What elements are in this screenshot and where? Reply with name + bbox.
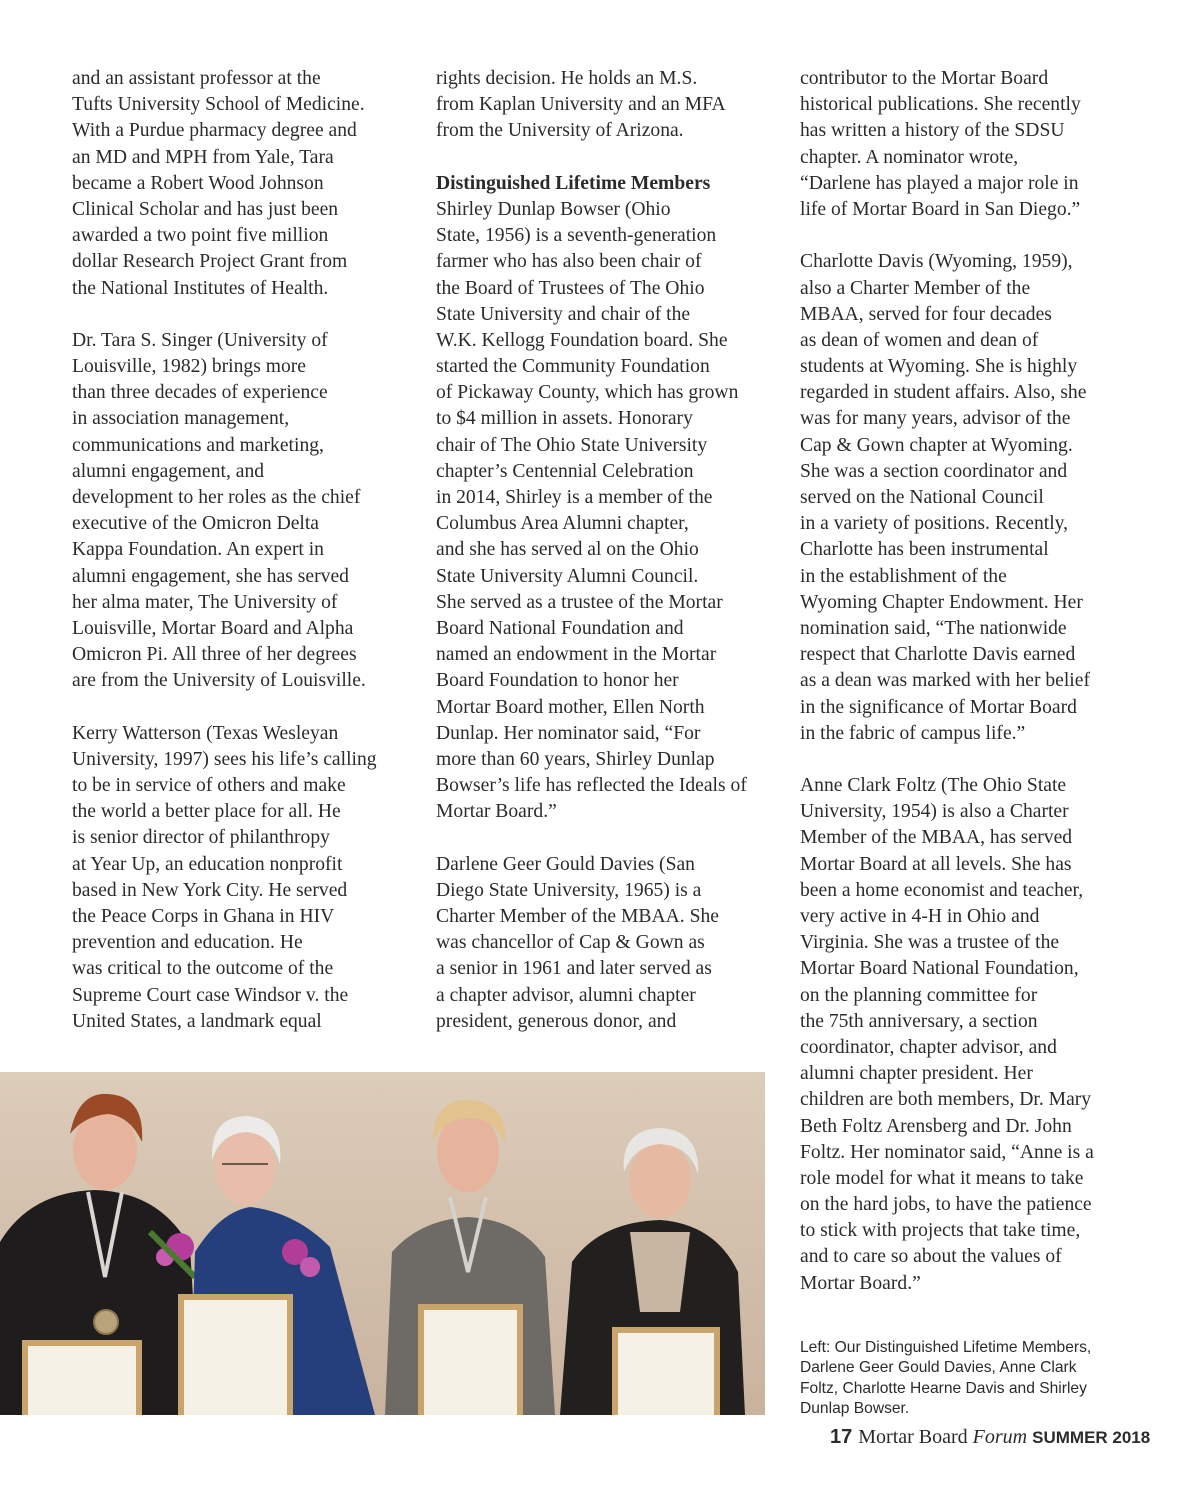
paragraph-gap <box>436 825 781 851</box>
text-line: a chapter advisor, alumni chapter <box>436 984 696 1006</box>
publication-name: Mortar Board <box>858 1426 968 1448</box>
text-line: children are both members, Dr. Mary <box>800 1089 1092 1111</box>
text-line: farmer who has also been chair of <box>436 251 702 273</box>
text-line: chapter’s Centennial Celebration <box>436 460 694 482</box>
text-line: Tufts University School of Medicine. <box>72 94 365 116</box>
text-line: was for many years, advisor of the <box>800 408 1071 430</box>
text-line: in a variety of positions. Recently, <box>800 513 1069 535</box>
text-line: State University and chair of the <box>436 303 691 325</box>
text-line: are from the University of Louisville. <box>72 670 366 692</box>
text-line: alumni chapter president. Her <box>800 1063 1033 1085</box>
text-line: Omicron Pi. All three of her degrees <box>72 644 357 666</box>
text-line: alumni engagement, she has served <box>72 565 349 587</box>
text-line: her alma mater, The University of <box>72 591 338 613</box>
text-line: Beth Foltz Arensberg and Dr. John <box>800 1115 1072 1137</box>
text-line: rights decision. He holds an M.S. <box>436 68 698 89</box>
certificate-2 <box>178 1294 293 1415</box>
text-line: Anne Clark Foltz (The Ohio State <box>800 775 1067 797</box>
text-line: the 75th anniversary, a section <box>800 1010 1038 1032</box>
text-line: With a Purdue pharmacy degree and <box>72 120 357 142</box>
column-2-body-text <box>436 197 781 1035</box>
text-line: named an endowment in the Mortar <box>436 644 717 666</box>
text-line: development to her roles as the chief <box>72 487 361 508</box>
text-line: Virginia. She was a trustee of the <box>800 932 1060 954</box>
publication-name-italic: Forum <box>972 1426 1028 1448</box>
text-line: Mortar Board.” <box>436 801 557 823</box>
text-line: and an assistant professor at the <box>72 68 321 89</box>
text-line: of Pickaway County, which has grown <box>436 382 739 404</box>
text-line: on the hard jobs, to have the patience <box>800 1194 1092 1216</box>
certificate-4 <box>612 1327 720 1415</box>
caption-line: Dunlap Bowser. <box>800 1399 910 1417</box>
text-line: to stick with projects that take time, <box>800 1220 1081 1242</box>
text-line: Charlotte has been instrumental <box>800 539 1049 561</box>
text-line: State University Alumni Council. <box>436 565 699 587</box>
text-line: president, generous donor, and <box>436 1010 677 1032</box>
text-line: in 2014, Shirley is a member of the <box>436 487 713 508</box>
text-line: She was a section coordinator and <box>800 460 1068 482</box>
text-line: chair of The Ohio State University <box>436 434 708 456</box>
photo-caption <box>800 1338 1145 1419</box>
text-line: University, 1997) sees his life’s calling <box>72 748 377 770</box>
text-line: regarded in student affairs. Also, she <box>800 382 1087 404</box>
text-line: She served as a trustee of the Mortar <box>436 591 723 613</box>
text-line: Charlotte Davis (Wyoming, 1959), <box>800 251 1073 273</box>
paragraph-gap <box>800 747 1145 773</box>
caption-line: Darlene Geer Gould Davies, Anne Clark <box>800 1359 1077 1377</box>
text-line: Foltz. Her nominator said, “Anne is a <box>800 1141 1094 1163</box>
text-line: was chancellor of Cap & Gown as <box>436 932 705 954</box>
text-line: Kerry Watterson (Texas Wesleyan <box>72 722 339 744</box>
text-line: awarded a two point five million <box>72 225 329 247</box>
issue-label: SUMMER 2018 <box>1032 1428 1151 1447</box>
caption-line: Left: Our Distinguished Lifetime Members, <box>800 1339 1092 1356</box>
paragraph-gap <box>72 302 417 328</box>
text-line: as dean of women and dean of <box>800 329 1039 351</box>
text-line: Member of the MBAA, has served <box>800 827 1073 849</box>
text-line: the Board of Trustees of The Ohio <box>436 277 705 299</box>
text-line: Columbus Area Alumni chapter, <box>436 513 689 535</box>
paragraph-gap <box>800 223 1145 249</box>
text-line: students at Wyoming. She is highly <box>800 356 1078 378</box>
text-line: as a dean was marked with her belief <box>800 670 1090 692</box>
text-line: very active in 4-H in Ohio and <box>800 906 1040 927</box>
caption-line: Foltz, Charlotte Hearne Davis and Shirley <box>800 1379 1087 1397</box>
text-line: was critical to the outcome of the <box>72 958 334 980</box>
text-line: Clinical Scholar and has just been <box>72 198 339 220</box>
certificate-3 <box>418 1304 523 1415</box>
page-number: 17 <box>830 1426 853 1448</box>
text-line: State, 1956) is a seventh-generation <box>436 225 717 247</box>
text-line: Darlene Geer Gould Davies (San <box>436 853 695 875</box>
text-line: Louisville, Mortar Board and Alpha <box>72 617 354 639</box>
text-line: the National Institutes of Health. <box>72 277 329 299</box>
text-line: been a home economist and teacher, <box>800 879 1084 901</box>
text-line: has written a history of the SDSU <box>800 120 1065 142</box>
text-line: “Darlene has played a major role in <box>800 172 1079 194</box>
text-line: Diego State University, 1965) is a <box>436 879 702 901</box>
text-line: role model for what it means to take <box>800 1167 1084 1189</box>
text-line: in the fabric of campus life.” <box>800 722 1026 744</box>
column-3 <box>800 66 1145 1297</box>
text-line: Dunlap. Her nominator said, “For <box>436 722 701 744</box>
text-line: based in New York City. He served <box>72 879 348 901</box>
text-line: in the establishment of the <box>800 565 1007 587</box>
text-line: the world a better place for all. He <box>72 801 341 823</box>
text-line: coordinator, chapter advisor, and <box>800 1036 1057 1058</box>
text-line: contributor to the Mortar Board <box>800 68 1049 89</box>
text-line: Mortar Board National Foundation, <box>800 958 1079 980</box>
text-line: Bowser’s life has reflected the Ideals of <box>436 775 747 797</box>
certificate-1 <box>22 1340 142 1415</box>
text-line: a senior in 1961 and later served as <box>436 958 712 980</box>
text-line: an MD and MPH from Yale, Tara <box>72 146 334 168</box>
column-1 <box>72 66 417 1035</box>
text-line: from Kaplan University and an MFA <box>436 94 726 116</box>
text-line: nomination said, “The nationwide <box>800 617 1067 639</box>
paragraph-gap <box>72 695 417 721</box>
text-line: served on the National Council <box>800 487 1044 508</box>
text-line: also a Charter Member of the <box>800 277 1031 299</box>
text-line: MBAA, served for four decades <box>800 303 1052 325</box>
paragraph-gap <box>436 145 781 171</box>
text-line: Mortar Board at all levels. She has <box>800 853 1072 875</box>
text-line: Charter Member of the MBAA. She <box>436 906 719 927</box>
section-heading: Distinguished Lifetime Members <box>436 172 711 194</box>
text-line: alumni engagement, and <box>72 460 265 482</box>
text-line: Board Foundation to honor her <box>436 670 679 692</box>
text-line: and to care so about the values of <box>800 1246 1062 1268</box>
text-line: University, 1954) is also a Charter <box>800 801 1069 823</box>
text-line: Mortar Board.” <box>800 1272 921 1294</box>
text-line: at Year Up, an education nonprofit <box>72 853 343 875</box>
text-line: in association management, <box>72 408 290 430</box>
text-line: chapter. A nominator wrote, <box>800 146 1019 168</box>
text-line: became a Robert Wood Johnson <box>72 172 324 194</box>
text-line: Supreme Court case Windsor v. the <box>72 984 349 1006</box>
text-line: prevention and education. He <box>72 932 303 954</box>
text-line: Kappa Foundation. An expert in <box>72 539 324 561</box>
page-footer <box>830 1426 1150 1449</box>
text-line: executive of the Omicron Delta <box>72 513 319 535</box>
text-line: Cap & Gown chapter at Wyoming. <box>800 434 1073 456</box>
column-2-top-text <box>436 66 781 171</box>
group-photo <box>0 1072 765 1415</box>
text-line: United States, a landmark equal <box>72 1010 322 1032</box>
text-line: Board National Foundation and <box>436 617 684 639</box>
text-line: Dr. Tara S. Singer (University of <box>72 329 328 351</box>
text-line: the Peace Corps in Ghana in HIV <box>72 906 335 927</box>
text-line: Wyoming Chapter Endowment. Her <box>800 591 1083 613</box>
text-line: Mortar Board mother, Ellen North <box>436 696 705 718</box>
text-line: to $4 million in assets. Honorary <box>436 408 693 430</box>
text-line: from the University of Arizona. <box>436 120 684 142</box>
text-line: dollar Research Project Grant from <box>72 251 348 273</box>
text-line: respect that Charlotte Davis earned <box>800 644 1076 666</box>
column-2 <box>436 66 781 1035</box>
text-line: than three decades of experience <box>72 382 328 404</box>
text-line: on the planning committee for <box>800 984 1038 1006</box>
text-line: is senior director of philanthropy <box>72 827 330 849</box>
text-line: communications and marketing, <box>72 434 324 456</box>
text-line: to be in service of others and make <box>72 775 346 797</box>
text-line: and she has served al on the Ohio <box>436 539 699 561</box>
text-line: started the Community Foundation <box>436 356 710 378</box>
text-line: more than 60 years, Shirley Dunlap <box>436 748 715 770</box>
text-line: W.K. Kellogg Foundation board. She <box>436 329 728 351</box>
text-line: life of Mortar Board in San Diego.” <box>800 198 1081 220</box>
text-line: historical publications. She recently <box>800 94 1081 116</box>
text-line: Louisville, 1982) brings more <box>72 356 307 378</box>
text-line: in the significance of Mortar Board <box>800 696 1077 718</box>
text-line: Shirley Dunlap Bowser (Ohio <box>436 198 671 220</box>
